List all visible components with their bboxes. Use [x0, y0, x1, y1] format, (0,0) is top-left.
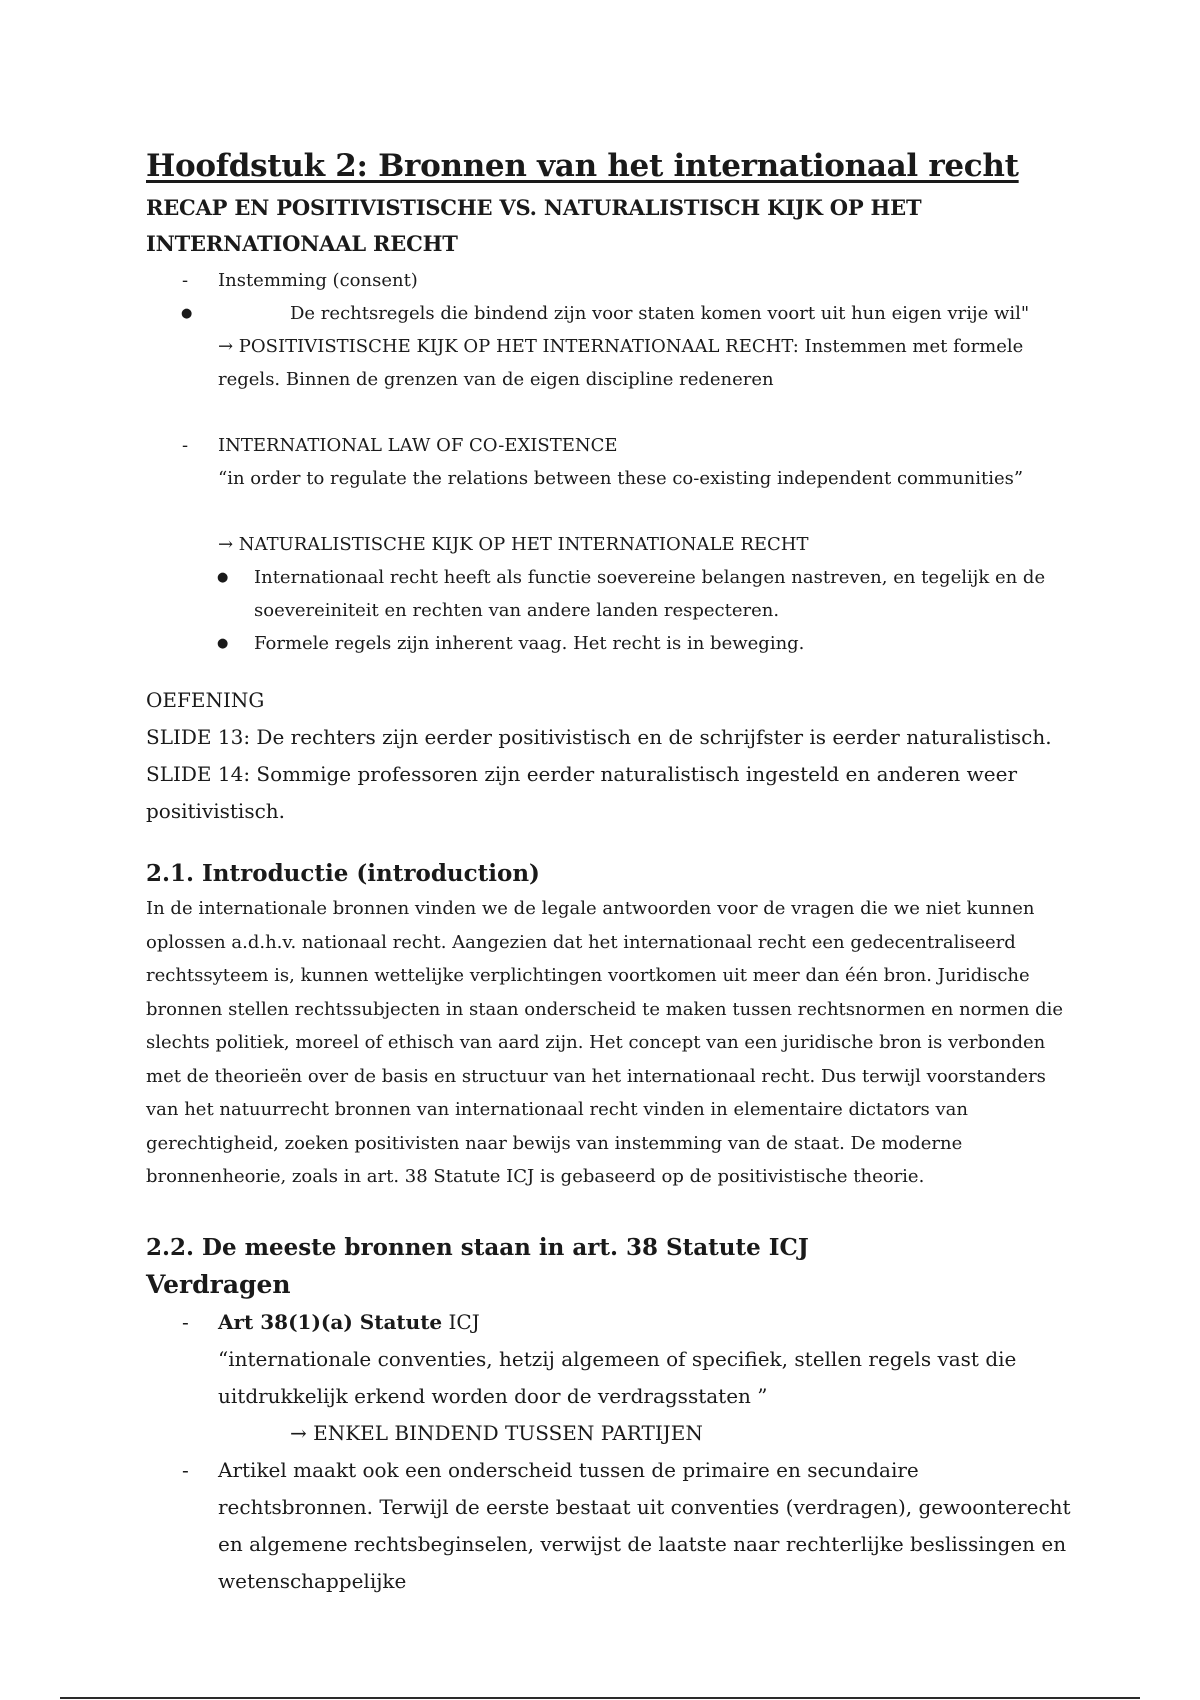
coexistence-list: [146, 429, 1076, 561]
art38-rest: ICJ: [442, 1309, 480, 1334]
art38-quote: “internationale conventies, hetzij algemeen of specifiek, stellen regels vast die uitdrukkelijk erkend worden door de verdragsstaten ”: [218, 1346, 1017, 1408]
exercise-slide-13: SLIDE 13: De rechters zijn eerder positivistisch en de schrijfster is eerder naturalistisch.: [146, 725, 1052, 749]
art38-arrow: → ENKEL BINDEND TUSSEN PARTIJEN: [290, 1420, 703, 1445]
recap-list: [146, 264, 1076, 396]
consent-bullet: [146, 297, 1076, 330]
recap-item-coexistence: [146, 429, 1076, 561]
verdragen-heading: Verdragen: [146, 1269, 291, 1299]
section-2-2-heading: 2.2. De meeste bronnen staan in art. 38 Statute ICJ: [146, 1233, 809, 1261]
verdragen-item-distinction: [146, 1452, 1076, 1600]
consent-bullets: [146, 297, 1076, 330]
spacer: [146, 660, 1076, 682]
positivist-arrow-line-2: regels. Binnen de grenzen van de eigen discipline redeneren: [218, 369, 774, 390]
recap-heading-line-2: INTERNATIONAAL RECHT: [146, 231, 458, 256]
recap-item-consent: [146, 264, 1076, 396]
spacer: [218, 495, 1076, 528]
verdragen-list: [146, 1304, 1076, 1600]
art38-line: [218, 1304, 1076, 1341]
naturalist-bullet-2-text: Formele regels zijn inherent vaag. Het recht is in beweging.: [254, 633, 805, 654]
consent-label: - Instemming (consent): [218, 270, 418, 291]
consent-bullet-text: De rechtsregels die bindend zijn voor staten komen voort uit hun eigen vrije wil": [290, 303, 1030, 324]
spacer: [146, 396, 1076, 429]
distinction-text: - Artikel maakt ook een onderscheid tussen de primaire en secundaire rechtsbronnen. Terwijl de eerste bestaat uit conventies (verdragen), gewoonterecht en algemene rechtsbeginselen, verwijst de laatste naar rechterlijke beslissingen en wetenschappelijke: [218, 1457, 1071, 1593]
exercise-heading: OEFENING: [146, 688, 265, 712]
coexistence-label: - INTERNATIONAL LAW OF CO-EXISTENCE: [218, 435, 618, 456]
spacer: [146, 830, 1076, 856]
recap-heading-line-1: RECAP EN POSITIVISTISCHE VS. NATURALISTISCH KIJK OP HET: [146, 195, 922, 220]
page-title: Hoofdstuk 2: Bronnen van het internationaal recht: [146, 148, 1019, 184]
positivist-arrow-line-1: → POSITIVISTISCHE KIJK OP HET INTERNATIONAAL RECHT: Instemmen met formele: [218, 336, 1024, 357]
coexistence-quote: “in order to regulate the relations between these co-existing independent communities”: [218, 468, 1024, 489]
section-2-1-body: In de internationale bronnen vinden we de legale antwoorden voor de vragen die we niet kunnen oplossen a.d.h.v. nationaal recht. Aangezien dat het internationaal recht een gedecentraliseerd rechtssyteem is, kunnen wettelijke verplichtingen voortkomen uit meer dan één bron. Juridische bronnen stellen rechtssubjecten in staan onderscheid te maken tussen rechtsnormen en normen die slechts politiek, moreel of ethisch van aard zijn. Het concept van een juridische bron is verbonden met de theorieën over de basis en structuur van het internationaal recht. Dus terwijl voorstanders van het natuurrecht bronnen van internationaal recht vinden in elementaire dictators van gerechtigheid, zoeken positivisten naar bewijs van instemming van de staat. De moderne bronnenheorie, zoals in art. 38 Statute ICJ is gebaseerd op de positivistische theorie.: [146, 898, 1064, 1187]
naturalist-bullet-1: [182, 561, 1076, 627]
verdragen-item-art38: [146, 1304, 1076, 1452]
naturalist-bullet-2: [182, 627, 1076, 660]
naturalist-arrow: → NATURALISTISCHE KIJK OP HET INTERNATIONALE RECHT: [218, 534, 809, 555]
spacer: [146, 1194, 1076, 1230]
art38-bold: Art 38(1)(a) Statute: [218, 1309, 443, 1334]
naturalist-bullet-1-text: Internationaal recht heeft als functie soevereine belangen nastreven, en tegelijk en de soevereiniteit en rechten van andere landen respecteren.: [254, 567, 1046, 621]
footer-divider: [60, 1697, 1140, 1699]
section-2-1-heading: 2.1. Introductie (introduction): [146, 860, 540, 887]
exercise-slide-14: SLIDE 14: Sommige professoren zijn eerder naturalistisch ingesteld en anderen weer positivistisch.: [146, 762, 1018, 823]
naturalist-bullets: [182, 561, 1076, 660]
document-page: [146, 148, 1076, 1600]
recap-heading: [146, 190, 1076, 262]
